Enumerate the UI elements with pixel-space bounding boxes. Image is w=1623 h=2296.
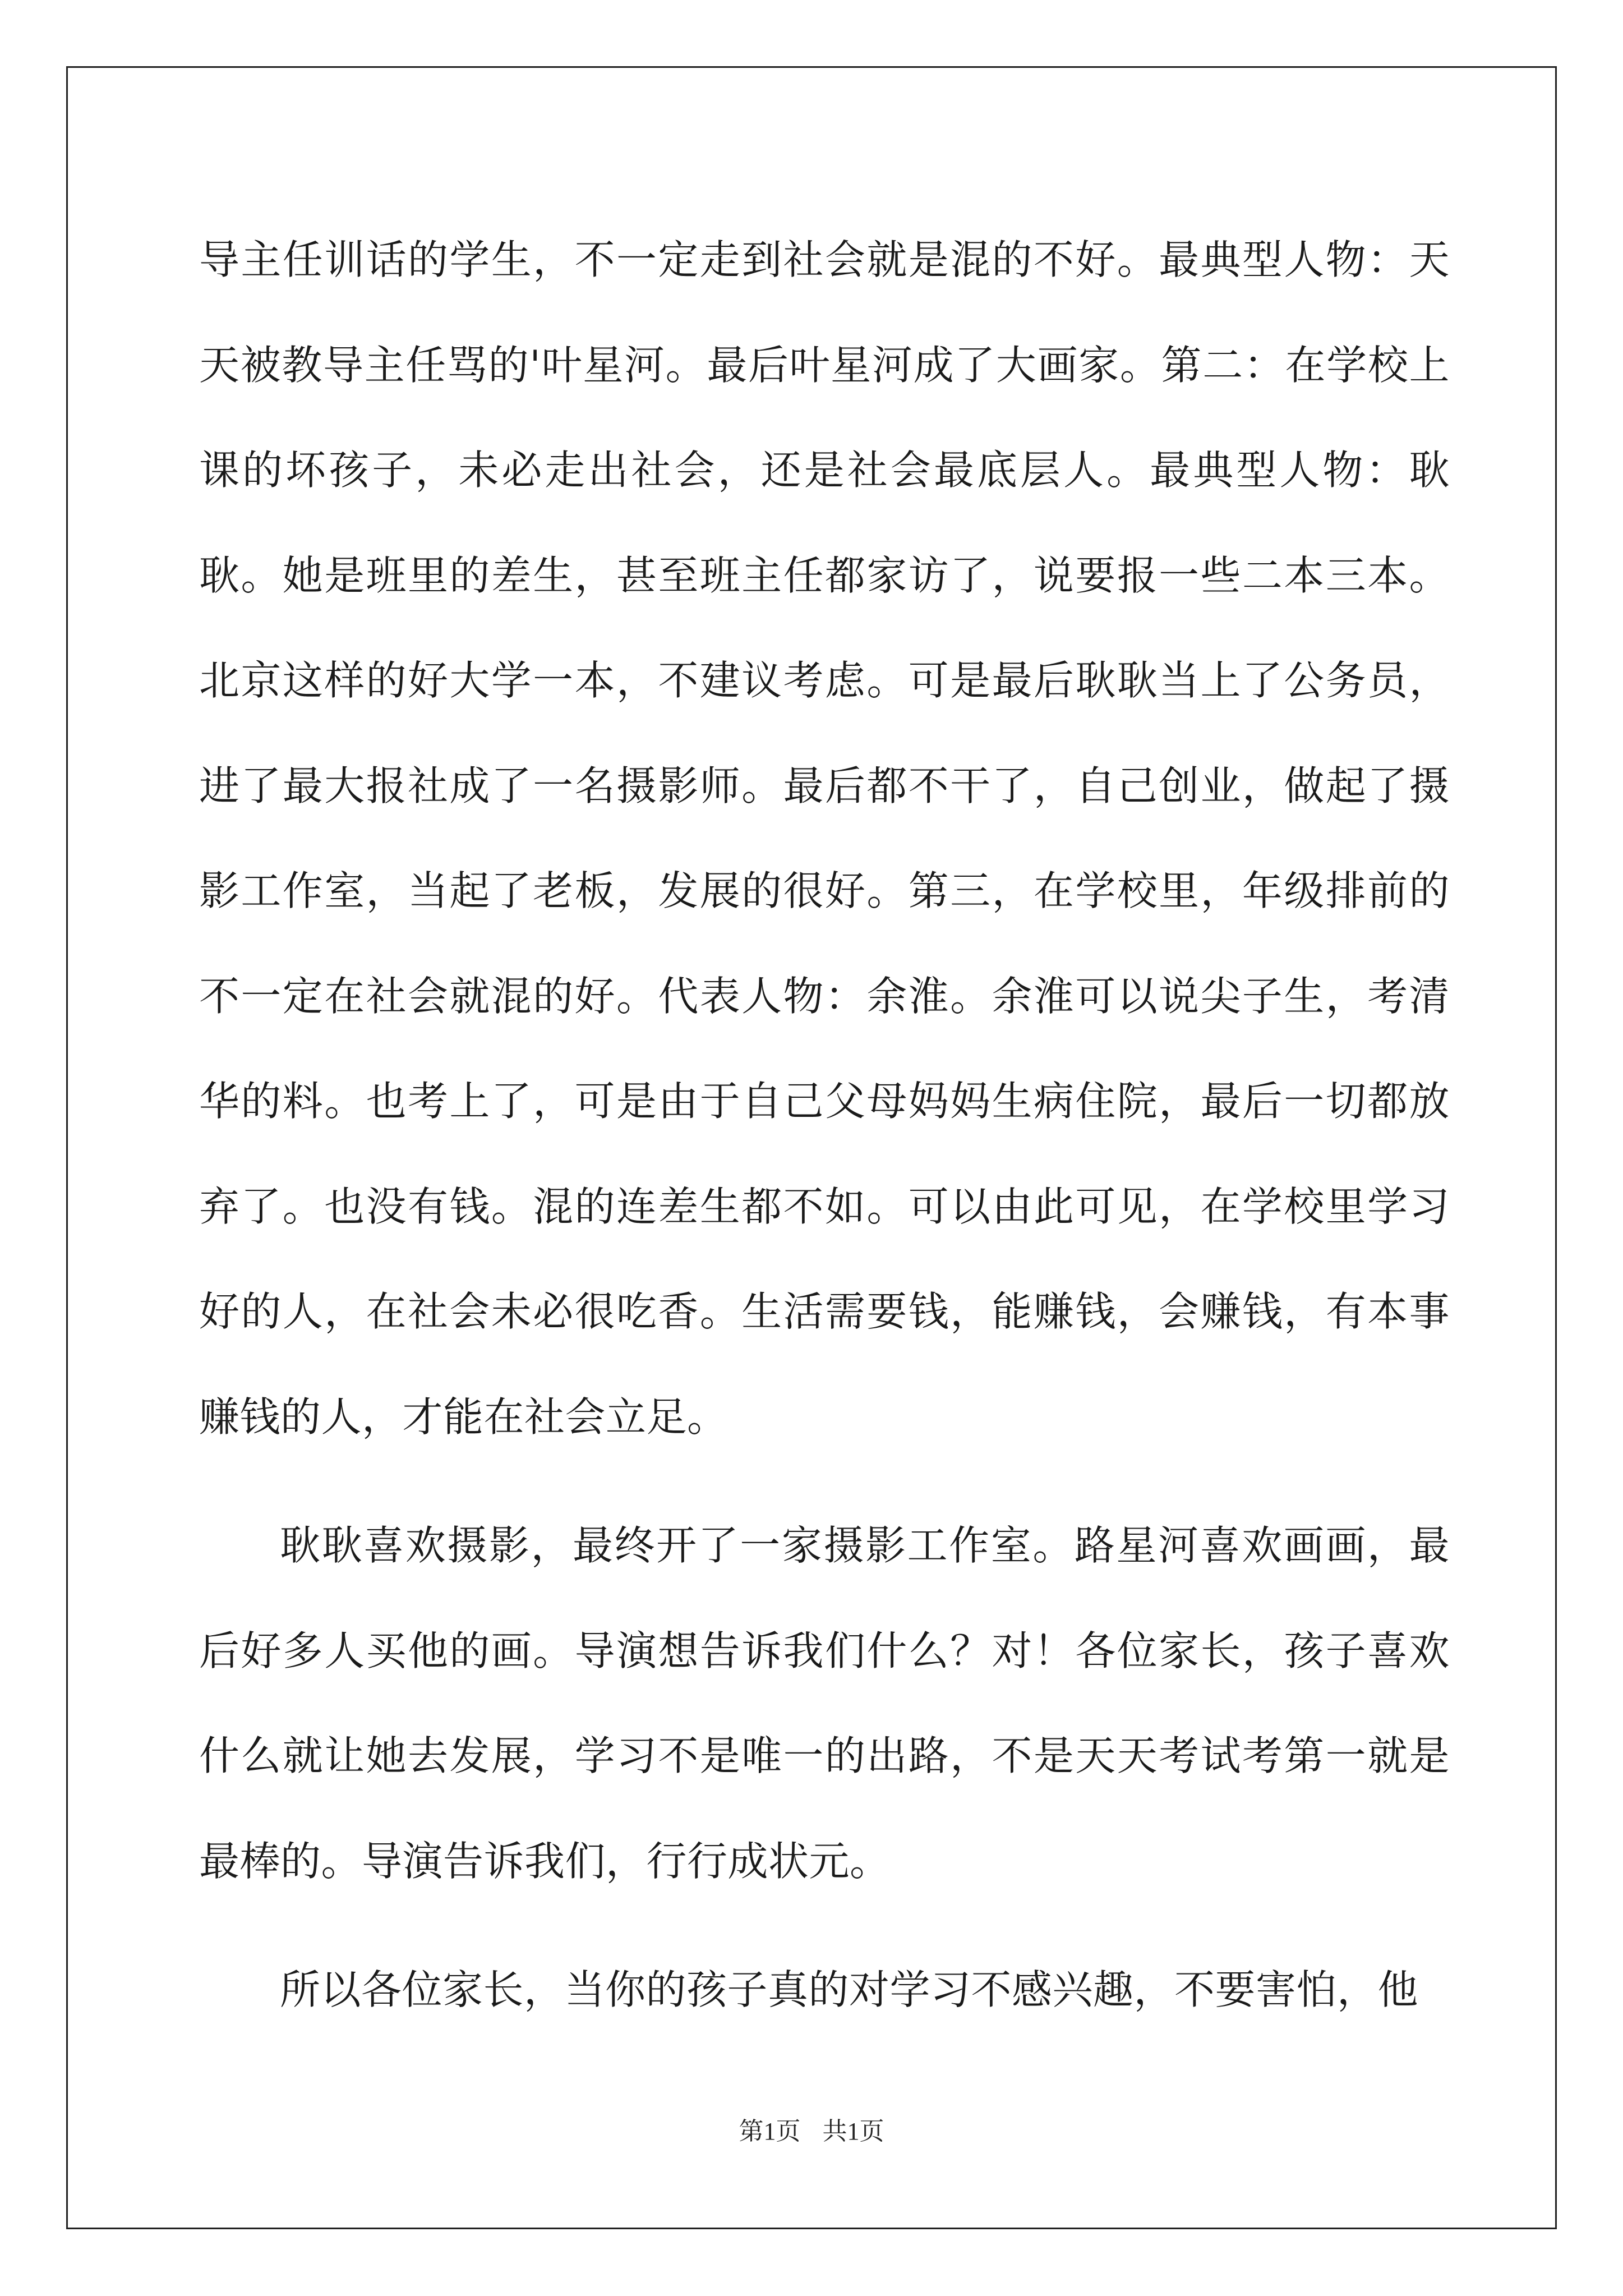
paragraph-2: 耿耿喜欢摄影，最终开了一家摄影工作室。路星河喜欢画画，最后好多人买他的画。导演想告诉我们什么？对！各位家长，孩子喜欢什么就让她去发展，学习不是唯一的出路，不是天天考试考第一就是最棒的。导演告诉我们，行行成状元。 (199, 1522, 1450, 1885)
page-number: 第1页 (739, 2118, 801, 2145)
page-footer (0, 2111, 1623, 2147)
document-body (199, 208, 1450, 2067)
paragraph-3: 所以各位家长，当你的孩子真的对学习不感兴趣，不要害怕，他 (280, 1966, 1419, 2013)
page-total: 共1页 (822, 2118, 884, 2145)
paragraph-1: 导主任训话的学生，不一定走到社会就是混的不好。最典型人物：天天被教导主任骂的'叶星河。最后叶星河成了大画家。第二：在学校上课的坏孩子，未必走出社会，还是社会最底层人。最典型人物：耿耿。她是班里的差生，甚至班主任都家访了，说要报一些二本三本。北京这样的好大学一本，不建议考虑。可是最后耿耿当上了公务员，进了最大报社成了一名摄影师。最后都不干了，自己创业，做起了摄影工作室，当起了老板，发展的很好。第三，在学校里，年级排前的不一定在社会就混的好。代表人物：余淮。余淮可以说尖子生，考清华的料。也考上了，可是由于自己父母妈妈生病住院，最后一切都放弃了。也没有钱。混的连差生都不如。可以由此可见，在学校里学习好的人，在社会未必很吃香。生活需要钱，能赚钱，会赚钱，有本事赚钱的人，才能在社会立足。 (199, 236, 1450, 1441)
